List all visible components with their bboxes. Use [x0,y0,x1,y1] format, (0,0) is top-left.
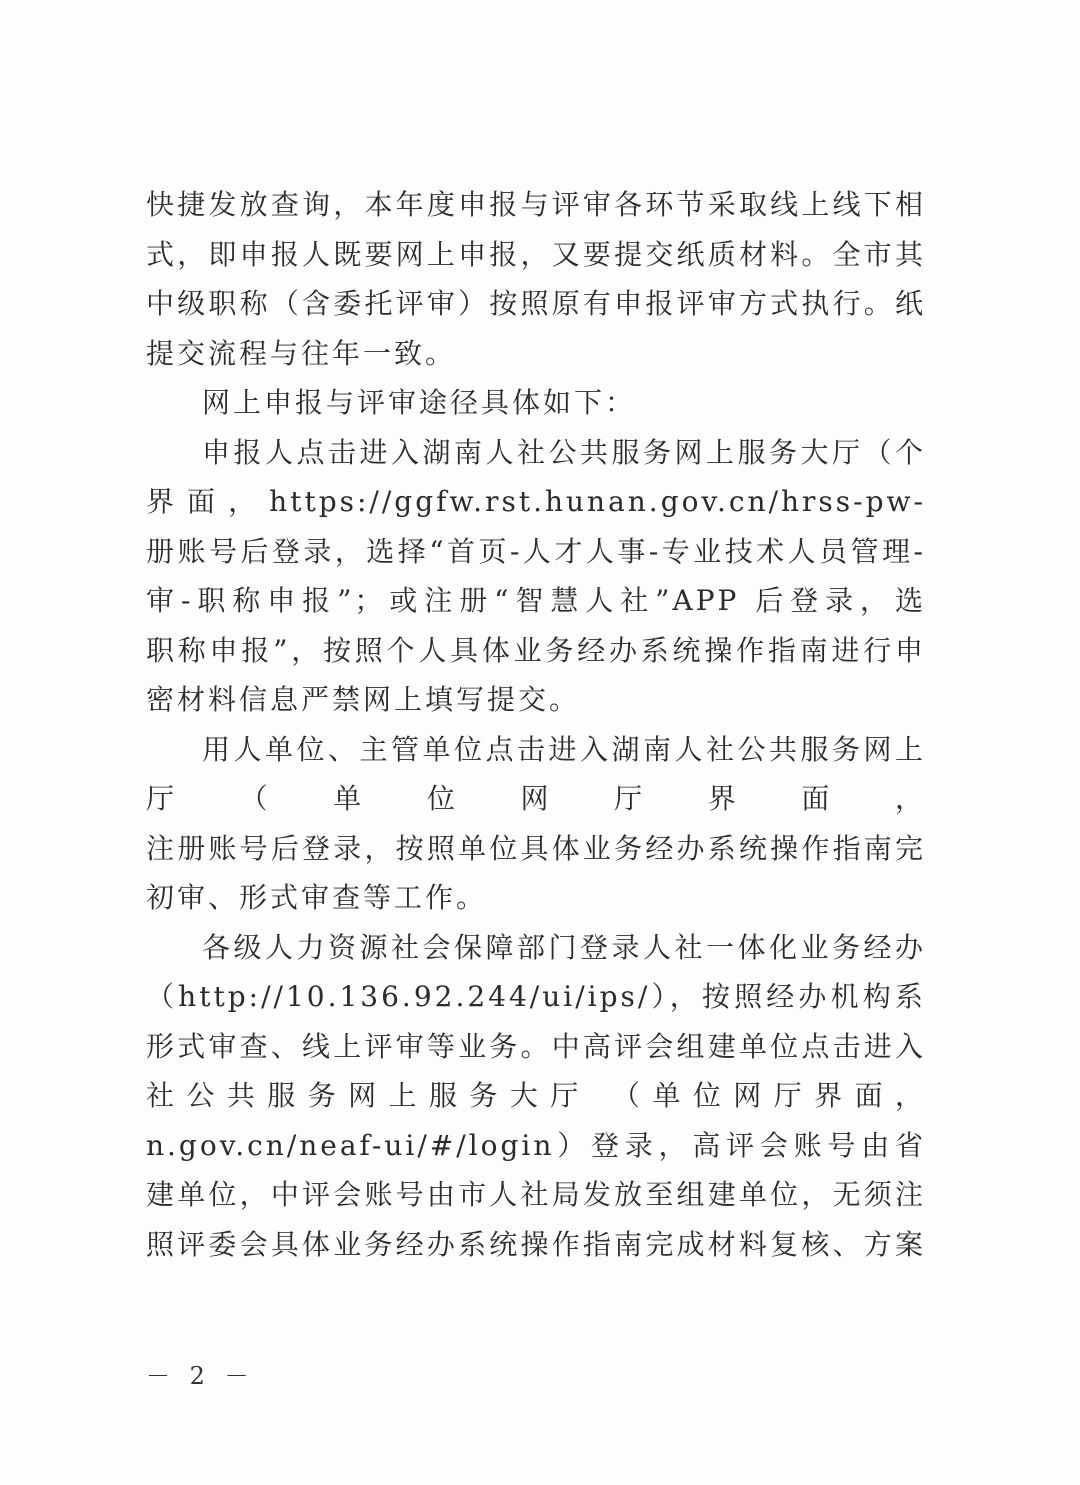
text-line: 式，即申报人既要网上申报，又要提交纸质材料。全市其 [146,237,926,271]
page-number: － 2 － [146,1362,255,1390]
text-line: 提交流程与往年一致。 [146,336,457,370]
text-line: 快捷发放查询，本年度申报与评审各环节采取线上线下相 [146,188,926,221]
text-line: 用人单位、主管单位点击进入湖南人社公共服务网上 [202,732,926,766]
text-line: 初审、形式审查等工作。 [146,881,488,914]
text-line: 界面，https://ggfw.rst.hunan.gov.cn/hrss-pw- [146,485,926,518]
text-line: 职称申报”，按照个人具体业务经办系统操作指南进行申 [146,633,926,667]
document-body [146,180,926,1269]
text-line: 形式审查、线上评审等业务。中高评会组建单位点击进入 [146,1029,926,1063]
text-line: 厅（单位网厅界面， [146,782,926,815]
text-line: 网上申报与评审途径具体如下： [202,386,637,419]
text-line: n.gov.cn/neaf-ui/#/login）登录，高评会账号由省 [146,1128,926,1162]
text-line: 密材料信息严禁网上填写提交。 [146,683,581,716]
text-line: 建单位，中评会账号由市人社局发放至组建单位，无须注 [146,1178,926,1211]
text-line: 注册账号后登录，按照单位具体业务经办系统操作指南完 [146,831,926,865]
text-line: 各级人力资源社会保障部门登录人社一体化业务经办 [202,930,926,964]
text-line: 中级职称（含委托评审）按照原有申报评审方式执行。纸 [146,287,926,320]
text-line: 申报人点击进入湖南人社公共服务网上服务大厅（个 [202,435,926,469]
text-line: 审-职称申报”；或注册“智慧人社”APP 后登录，选 [146,584,926,617]
text-line: 社公共服务网上服务大厅 （单位网厅界面， [146,1079,926,1112]
text-line: （http://10.136.92.244/ui/ips/），按照经办机构系 [146,980,926,1013]
text-line: 照评委会具体业务经办系统操作指南完成材料复核、方案 [146,1227,926,1261]
text-line: 册账号后登录，选择“首页-人才人事-专业技术人员管理- [146,534,926,568]
